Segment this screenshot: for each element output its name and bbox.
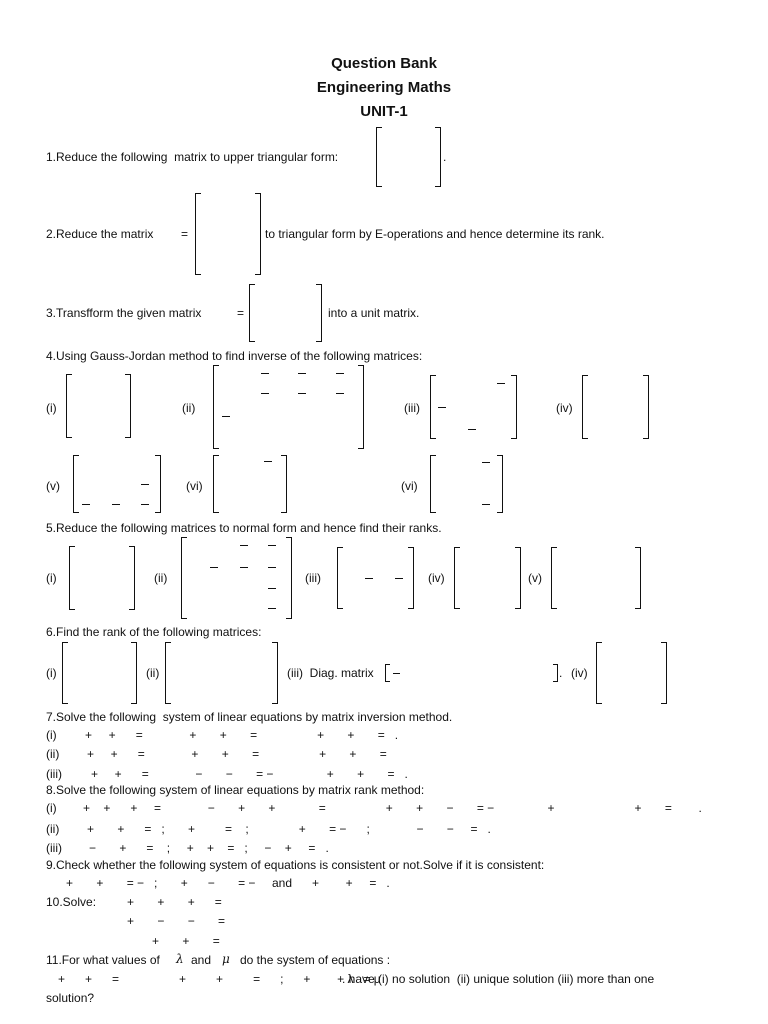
q8-row-iii-label: (iii) [46, 841, 62, 855]
q9-equations: + + = − ; + − = − [66, 876, 256, 890]
q9-equations-2: + + = . [312, 876, 390, 890]
q3-equals: = [237, 306, 245, 320]
q6-diag-left-bracket [385, 664, 390, 682]
q8-text: 8.Solve the following system of linear equations by matrix rank method: [46, 783, 425, 797]
q11-lambda: λ [176, 952, 184, 966]
q9-text: 9.Check whether the following system of equations is consistent or not.Solve if it is consistent: [46, 858, 545, 872]
q1-text: 1.Reduce the following matrix to upper triangular form: [46, 150, 339, 164]
q2-matrix-right-bracket [255, 193, 261, 275]
q10-text: 10.Solve: [46, 895, 97, 909]
q2-equals: = [181, 227, 189, 241]
q1-matrix-left-bracket [376, 127, 382, 187]
q7-row-iii-label: (iii) [46, 767, 62, 781]
q11-tail: . have (i) no solution (ii) unique solution (iii) more than one [342, 972, 655, 986]
q2-matrix-left-bracket [195, 193, 201, 275]
q4-label-vi: (vi) [186, 479, 203, 493]
q5-v-right-bracket [635, 547, 641, 609]
q4-v-right-bracket [155, 455, 161, 513]
q5-ii-left-bracket [181, 537, 187, 619]
q7-row-iii-equations: + + = − − = − + + = . [91, 767, 408, 781]
q6-label-i: (i) [46, 666, 57, 680]
q4-label-iii: (iii) [404, 401, 420, 415]
q6-ii-right-bracket [272, 642, 278, 704]
q10-row-1: + + + = [127, 895, 222, 909]
q4-i-left-bracket [66, 374, 72, 438]
q6-diag-tail: . [559, 666, 566, 680]
q4-label-i: (i) [46, 401, 57, 415]
q11-tail-2: solution? [46, 991, 95, 1005]
q5-i-right-bracket [129, 546, 135, 610]
question-bank-title: Question Bank [331, 55, 437, 72]
q4-vi2-left-bracket [430, 455, 436, 513]
q4-text: 4.Using Gauss-Jordan method to find inverse of the following matrices: [46, 349, 423, 363]
q5-label-v: (v) [528, 571, 542, 585]
q10-row-2: + − − = [127, 914, 226, 928]
q4-label-ii: (ii) [182, 401, 196, 415]
q4-iv-right-bracket [643, 375, 649, 439]
q8-row-iii-equations: − + = ; + + = ; − + = . [89, 841, 329, 855]
q5-iii-right-bracket [408, 547, 414, 609]
subject-title: Engineering Maths [316, 79, 452, 96]
q5-label-i: (i) [46, 571, 57, 585]
q7-row-i-equations: + + = + + = + + = . [85, 728, 399, 742]
q8-row-ii-equations: + + = ; + = ; + = − ; − − = . [87, 822, 491, 836]
q6-label-iii: (iii) Diag. matrix [287, 666, 374, 680]
q6-ii-left-bracket [165, 642, 171, 704]
q7-row-ii-equations: + + = + + = + + = [87, 747, 387, 761]
q11-equations: + + = + + = ; + + λ = μ [58, 972, 381, 986]
q5-text: 5.Reduce the following matrices to normal form and hence find their ranks. [46, 521, 442, 535]
q5-iv-left-bracket [454, 547, 460, 609]
q10-row-3: + + = [152, 934, 220, 948]
q4-label-v: (v) [46, 479, 60, 493]
q6-i-right-bracket [131, 642, 137, 704]
q4-v-left-bracket [73, 455, 79, 513]
q3-matrix-right-bracket [316, 284, 322, 342]
q6-text: 6.Find the rank of the following matrices: [46, 625, 262, 639]
q4-vi-left-bracket [213, 455, 219, 513]
q11-text-2: do the system of equations : [240, 953, 391, 967]
q4-iii-right-bracket [511, 375, 517, 439]
q8-row-i-label: (i) [46, 801, 57, 815]
q4-label-vi-second: (vi) [401, 479, 418, 493]
q8-row-ii-label: (ii) [46, 822, 60, 836]
q4-i-right-bracket [125, 374, 131, 438]
q7-row-i-label: (i) [46, 728, 57, 742]
unit-title: UNIT-1 [360, 103, 408, 120]
q5-v-left-bracket [551, 547, 557, 609]
q4-vi2-right-bracket [497, 455, 503, 513]
q2-tail: to triangular form by E-operations and hence determine its rank. [265, 227, 605, 241]
q1-period: . [443, 150, 447, 164]
q5-label-iii: (iii) [305, 571, 321, 585]
q9-and: and [272, 876, 293, 890]
q6-iv-left-bracket [596, 642, 602, 704]
q6-label-ii: (ii) [146, 666, 160, 680]
q11-and: and [191, 953, 212, 967]
q4-iv-left-bracket [582, 375, 588, 439]
q7-text: 7.Solve the following system of linear equations by matrix inversion method. [46, 710, 453, 724]
q11-mu: μ [222, 952, 230, 966]
q11-text: 11.For what values of [46, 953, 160, 967]
q6-label-iv: (iv) [571, 666, 588, 680]
q6-iv-right-bracket [661, 642, 667, 704]
q6-i-left-bracket [62, 642, 68, 704]
q5-iii-left-bracket [337, 547, 343, 609]
q2-text: 2.Reduce the matrix [46, 227, 154, 241]
q4-label-iv: (iv) [556, 401, 573, 415]
q7-row-ii-label: (ii) [46, 747, 60, 761]
q5-i-left-bracket [69, 546, 75, 610]
q5-label-ii: (ii) [154, 571, 168, 585]
q3-text: 3.Transfform the given matrix [46, 306, 202, 320]
q4-vi-right-bracket [281, 455, 287, 513]
q3-matrix-left-bracket [249, 284, 255, 342]
q1-matrix-right-bracket [435, 127, 441, 187]
q4-iii-left-bracket [430, 375, 436, 439]
q5-iv-right-bracket [515, 547, 521, 609]
q5-label-iv: (iv) [428, 571, 445, 585]
q5-ii-right-bracket [286, 537, 292, 619]
q4-ii-right-bracket [358, 365, 364, 449]
q6-diag-right-bracket [553, 664, 558, 682]
q3-tail: into a unit matrix. [328, 306, 420, 320]
q8-row-i-equations: + + + = − + + = + + − = − + + = . [83, 801, 702, 815]
q4-ii-left-bracket [213, 365, 219, 449]
